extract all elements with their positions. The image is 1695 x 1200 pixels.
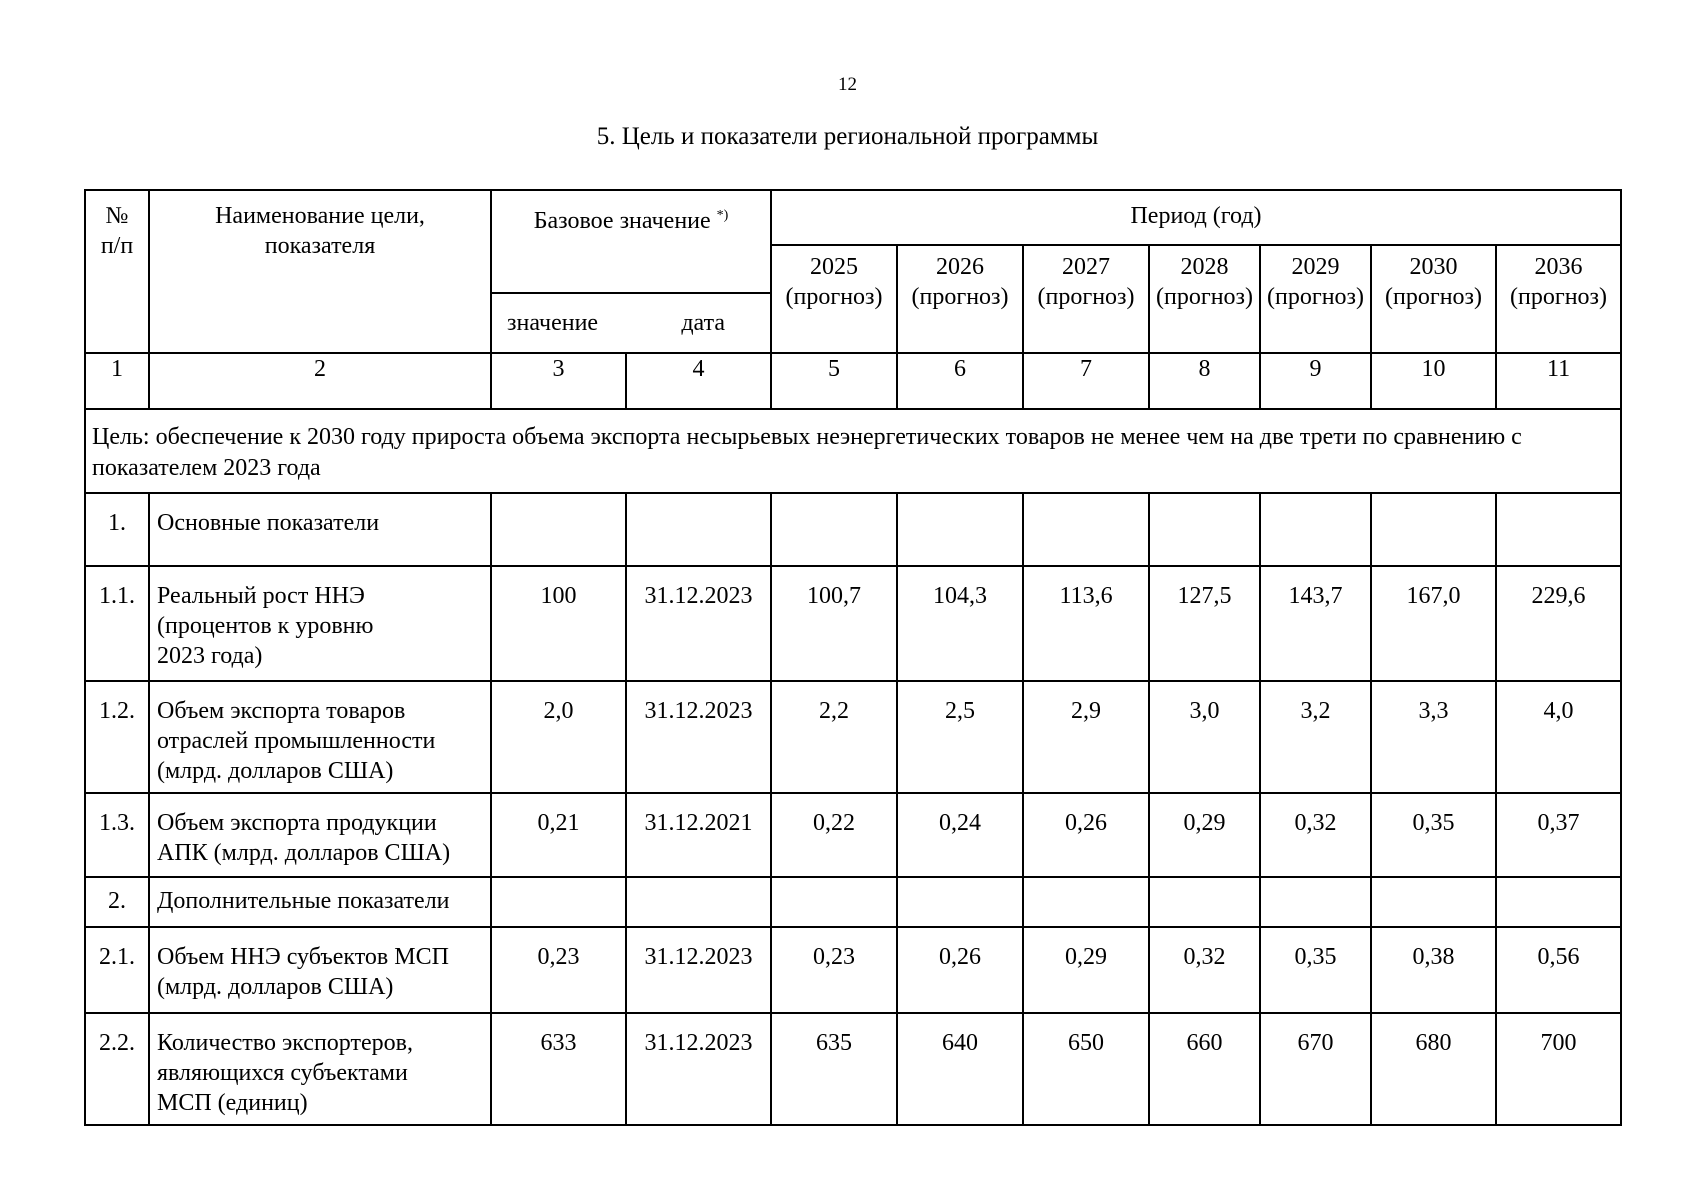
column-number: 5 <box>771 353 897 409</box>
value-2025: 0,22 <box>771 793 897 877</box>
value-2025: 100,7 <box>771 566 897 681</box>
column-number-row <box>85 353 1621 409</box>
indicator-name: Реальный рост ННЭ (процентов к уровню 2023 года) <box>149 566 491 681</box>
column-number: 7 <box>1023 353 1149 409</box>
header-year-2036: 2036 (прогноз) <box>1496 245 1621 353</box>
column-number: 9 <box>1260 353 1371 409</box>
value-2029: 670 <box>1260 1013 1371 1125</box>
header-base-value <box>491 190 771 293</box>
base-date: 31.12.2021 <box>626 793 771 877</box>
value-2028: 3,0 <box>1149 681 1260 793</box>
header-year-2029: 2029 (прогноз) <box>1260 245 1371 353</box>
table-row <box>85 793 1621 877</box>
column-number: 3 <box>491 353 626 409</box>
header-year-2030: 2030 (прогноз) <box>1371 245 1496 353</box>
value-2027: 2,9 <box>1023 681 1149 793</box>
table-row <box>85 566 1621 681</box>
value-2025: 2,2 <box>771 681 897 793</box>
section-row <box>85 493 1621 566</box>
value-2036: 700 <box>1496 1013 1621 1125</box>
value-2029: 0,35 <box>1260 927 1371 1013</box>
header-year-2028: 2028 (прогноз) <box>1149 245 1260 353</box>
value-2036: 229,6 <box>1496 566 1621 681</box>
value-2027: 650 <box>1023 1013 1149 1125</box>
value-2026: 104,3 <box>897 566 1023 681</box>
column-number: 1 <box>85 353 149 409</box>
header-row <box>85 190 1621 245</box>
base-value: 100 <box>491 566 626 681</box>
value-2028: 0,32 <box>1149 927 1260 1013</box>
base-value: 0,23 <box>491 927 626 1013</box>
header-num: № п/п <box>85 190 149 353</box>
value-2036: 0,37 <box>1496 793 1621 877</box>
value-2025: 0,23 <box>771 927 897 1013</box>
column-number: 8 <box>1149 353 1260 409</box>
goal-text: Цель: обеспечение к 2030 году прироста объема экспорта несырьевых неэнергетических товаров не менее чем на две трети по сравнению с показателем 2023 года <box>85 409 1621 493</box>
column-number: 11 <box>1496 353 1621 409</box>
indicators-table <box>84 189 1622 1126</box>
header-year-2025: 2025 (прогноз) <box>771 245 897 353</box>
value-2030: 167,0 <box>1371 566 1496 681</box>
row-number: 1. <box>85 493 149 566</box>
base-date: 31.12.2023 <box>626 1013 771 1125</box>
value-2029: 143,7 <box>1260 566 1371 681</box>
section-label: Дополнительные показатели <box>149 877 491 927</box>
value-2030: 680 <box>1371 1013 1496 1125</box>
section-label: Основные показатели <box>149 493 491 566</box>
value-2028: 660 <box>1149 1013 1260 1125</box>
base-date: 31.12.2023 <box>626 566 771 681</box>
value-2036: 0,56 <box>1496 927 1621 1013</box>
section-row <box>85 877 1621 927</box>
table-row <box>85 681 1621 793</box>
indicator-name: Объем ННЭ субъектов МСП (млрд. долларов США) <box>149 927 491 1013</box>
table-row <box>85 1013 1621 1125</box>
header-sub-value: значение <box>491 293 626 353</box>
goal-row <box>85 409 1621 493</box>
header-year-2026: 2026 (прогноз) <box>897 245 1023 353</box>
column-number: 2 <box>149 353 491 409</box>
row-number: 1.1. <box>85 566 149 681</box>
value-2026: 640 <box>897 1013 1023 1125</box>
base-value: 0,21 <box>491 793 626 877</box>
value-2029: 0,32 <box>1260 793 1371 877</box>
base-value: 633 <box>491 1013 626 1125</box>
base-date: 31.12.2023 <box>626 681 771 793</box>
value-2028: 127,5 <box>1149 566 1260 681</box>
row-number: 2.1. <box>85 927 149 1013</box>
table-row <box>85 927 1621 1013</box>
column-number: 10 <box>1371 353 1496 409</box>
value-2026: 2,5 <box>897 681 1023 793</box>
row-number: 2. <box>85 877 149 927</box>
header-name: Наименование цели, показателя <box>149 190 491 353</box>
header-sub-date: дата <box>626 293 771 353</box>
section-title: 5. Цель и показатели региональной программы <box>596 123 1099 150</box>
value-2036: 4,0 <box>1496 681 1621 793</box>
header-period: Период (год) <box>771 190 1621 245</box>
column-number: 6 <box>897 353 1023 409</box>
value-2027: 113,6 <box>1023 566 1149 681</box>
header-year-2027: 2027 (прогноз) <box>1023 245 1149 353</box>
value-2027: 0,29 <box>1023 927 1149 1013</box>
value-2030: 0,35 <box>1371 793 1496 877</box>
value-2026: 0,24 <box>897 793 1023 877</box>
indicator-name: Объем экспорта товаров отраслей промышленности (млрд. долларов США) <box>149 681 491 793</box>
column-number: 4 <box>626 353 771 409</box>
value-2025: 635 <box>771 1013 897 1125</box>
header-base-label: Базовое значение <box>533 208 717 234</box>
indicator-name: Объем экспорта продукции АПК (млрд. долларов США) <box>149 793 491 877</box>
page-number: 12 <box>838 74 857 95</box>
value-2030: 0,38 <box>1371 927 1496 1013</box>
header-base-footnote-mark: *) <box>716 208 729 223</box>
value-2030: 3,3 <box>1371 681 1496 793</box>
value-2027: 0,26 <box>1023 793 1149 877</box>
row-number: 1.3. <box>85 793 149 877</box>
base-date: 31.12.2023 <box>626 927 771 1013</box>
indicator-name: Количество экспортеров, являющихся субъектами МСП (единиц) <box>149 1013 491 1125</box>
value-2028: 0,29 <box>1149 793 1260 877</box>
base-value: 2,0 <box>491 681 626 793</box>
value-2026: 0,26 <box>897 927 1023 1013</box>
row-number: 1.2. <box>85 681 149 793</box>
value-2029: 3,2 <box>1260 681 1371 793</box>
row-number: 2.2. <box>85 1013 149 1125</box>
